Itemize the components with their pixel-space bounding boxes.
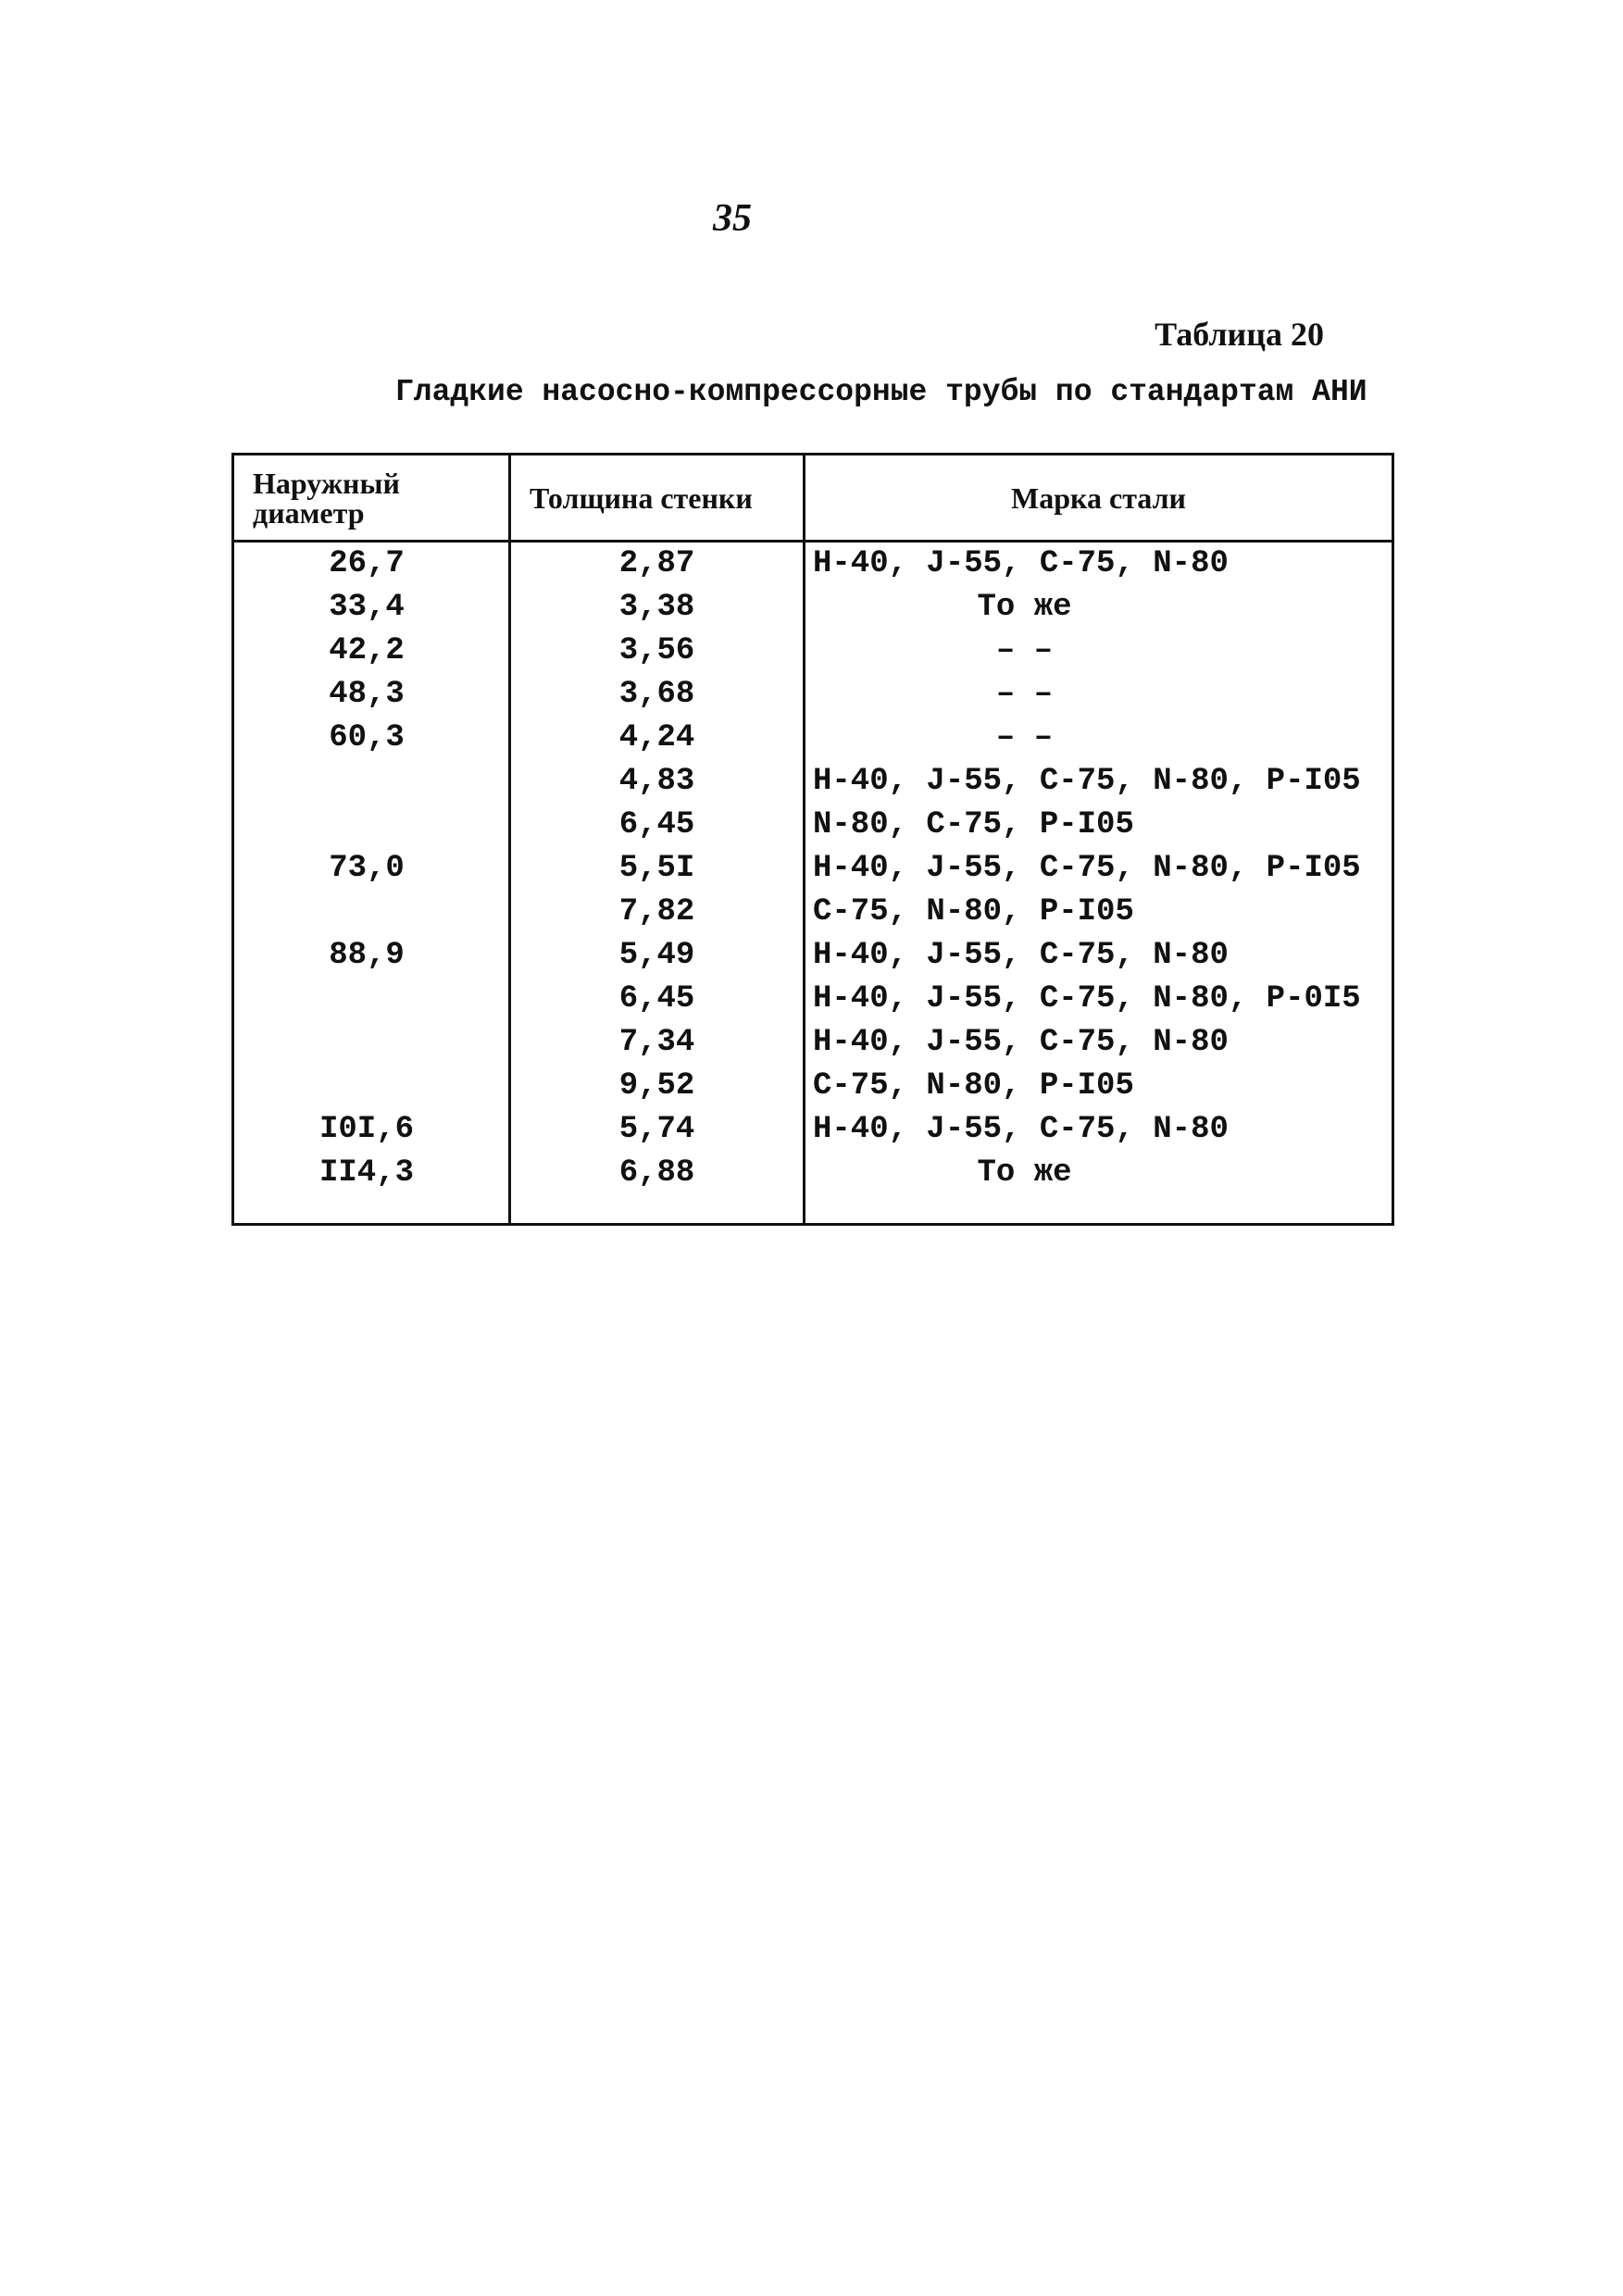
table-row bbox=[233, 804, 1393, 847]
steel-grade-cell: C-75, N-80, P-I05 bbox=[805, 891, 1393, 934]
steel-grade-cell: H-40, J-55, C-75, N-80 bbox=[805, 1108, 1393, 1152]
page-number: 35 bbox=[713, 197, 752, 240]
table-row bbox=[233, 717, 1393, 760]
steel-grade-cell: H-40, J-55, C-75, N-80, P-I05 bbox=[805, 760, 1393, 804]
table-row bbox=[233, 1108, 1393, 1152]
steel-grade-cell: H-40, J-55, C-75, N-80 bbox=[805, 542, 1393, 587]
thickness-cell: 6,45 bbox=[510, 978, 805, 1021]
thickness-cell: 5,49 bbox=[510, 934, 805, 978]
header-thickness: Толщина стенки bbox=[510, 455, 805, 542]
diameter-cell: 42,2 bbox=[233, 630, 510, 673]
table-row bbox=[233, 1065, 1393, 1108]
diameter-cell: I0I,6 bbox=[233, 1108, 510, 1152]
diameter-cell: II4,3 bbox=[233, 1152, 510, 1225]
steel-grade-cell: H-40, J-55, C-75, N-80 bbox=[805, 934, 1393, 978]
thickness-cell: 4,83 bbox=[510, 760, 805, 804]
steel-grade-table bbox=[231, 453, 1394, 1226]
thickness-cell: 2,87 bbox=[510, 542, 805, 587]
diameter-cell: 73,0 bbox=[233, 847, 510, 891]
table-row bbox=[233, 630, 1393, 673]
diameter-cell: 26,7 bbox=[233, 542, 510, 587]
header-steel-grade: Марка стали bbox=[805, 455, 1393, 542]
thickness-cell: 9,52 bbox=[510, 1065, 805, 1108]
steel-grade-cell: – – bbox=[805, 673, 1393, 717]
table-row bbox=[233, 1152, 1393, 1225]
thickness-cell: 7,34 bbox=[510, 1021, 805, 1065]
diameter-cell bbox=[233, 760, 510, 804]
diameter-cell bbox=[233, 1065, 510, 1108]
table-row bbox=[233, 847, 1393, 891]
diameter-cell: 48,3 bbox=[233, 673, 510, 717]
steel-grade-cell: – – bbox=[805, 630, 1393, 673]
steel-grade-cell: N-80, C-75, P-I05 bbox=[805, 804, 1393, 847]
diameter-cell bbox=[233, 804, 510, 847]
diameter-cell bbox=[233, 978, 510, 1021]
table-title: Гладкие насосно-компрессорные трубы по стандартам АНИ bbox=[395, 375, 1367, 409]
table-row bbox=[233, 934, 1393, 978]
thickness-cell: 6,45 bbox=[510, 804, 805, 847]
diameter-cell: 60,3 bbox=[233, 717, 510, 760]
table-row bbox=[233, 891, 1393, 934]
steel-grade-cell: H-40, J-55, C-75, N-80 bbox=[805, 1021, 1393, 1065]
steel-grade-cell: То же bbox=[805, 586, 1393, 630]
diameter-cell: 88,9 bbox=[233, 934, 510, 978]
diameter-cell bbox=[233, 1021, 510, 1065]
steel-grade-cell: То же bbox=[805, 1152, 1393, 1225]
thickness-cell: 3,56 bbox=[510, 630, 805, 673]
table-row bbox=[233, 760, 1393, 804]
table-row bbox=[233, 586, 1393, 630]
steel-grade-cell: H-40, J-55, C-75, N-80, P-0I5 bbox=[805, 978, 1393, 1021]
table-row bbox=[233, 673, 1393, 717]
table-number: Таблица 20 bbox=[1155, 316, 1324, 353]
thickness-cell: 3,68 bbox=[510, 673, 805, 717]
thickness-cell: 5,5I bbox=[510, 847, 805, 891]
diameter-cell: 33,4 bbox=[233, 586, 510, 630]
steel-grade-cell: – – bbox=[805, 717, 1393, 760]
header-diameter: Наружный диаметр bbox=[233, 455, 510, 542]
table-row bbox=[233, 978, 1393, 1021]
thickness-cell: 6,88 bbox=[510, 1152, 805, 1225]
steel-grade-cell: C-75, N-80, P-I05 bbox=[805, 1065, 1393, 1108]
thickness-cell: 3,38 bbox=[510, 586, 805, 630]
thickness-cell: 5,74 bbox=[510, 1108, 805, 1152]
diameter-cell bbox=[233, 891, 510, 934]
table-row bbox=[233, 542, 1393, 587]
table-row bbox=[233, 1021, 1393, 1065]
thickness-cell: 4,24 bbox=[510, 717, 805, 760]
steel-grade-cell: H-40, J-55, C-75, N-80, P-I05 bbox=[805, 847, 1393, 891]
thickness-cell: 7,82 bbox=[510, 891, 805, 934]
table-header-row bbox=[233, 455, 1393, 542]
